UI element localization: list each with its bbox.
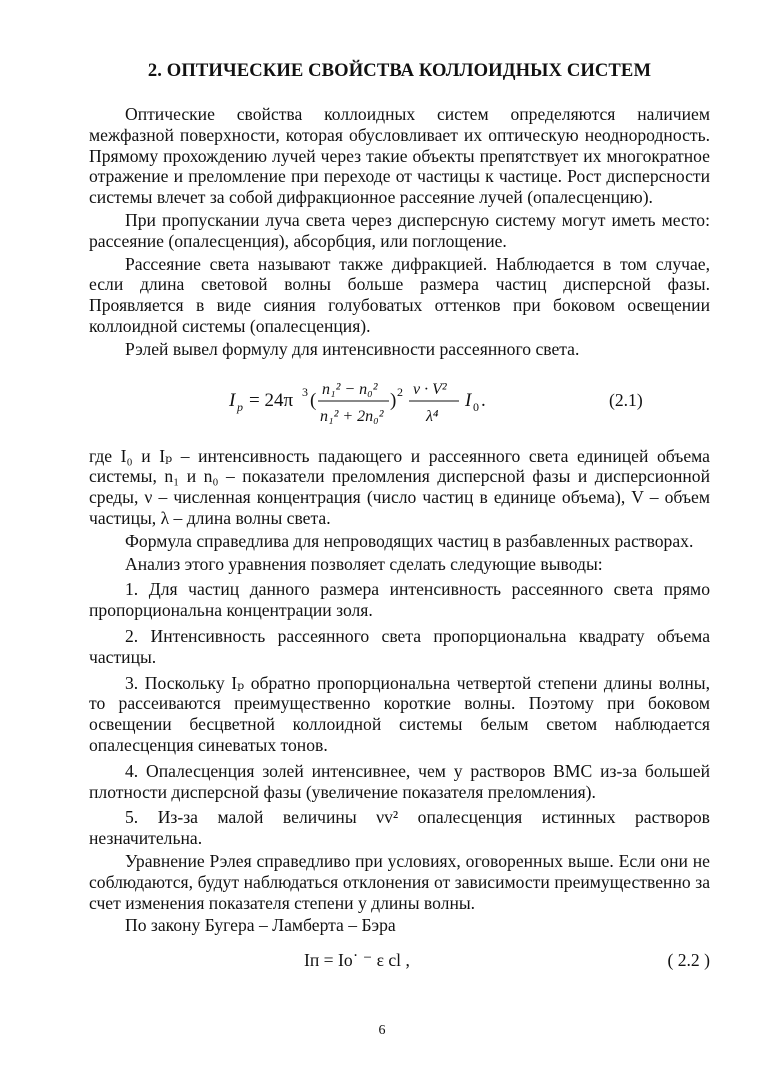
- formula-2-number: ( 2.2 ): [667, 950, 710, 971]
- paragraph-3: Рассеяние света называют также дифракцией. Наблюдается в том случае, если длина световой волны больше размера частиц дисперсной фазы. Проявляется в виде сияния голубоватых оттенков при боковом освещении коллоидной системы (опалесценция).: [89, 253, 710, 336]
- conclusion-4: 4. Опалесценция золей интенсивнее, чем у растворов ВМС из-за большей плотности дисперсной фазы (увеличение показателя преломления).: [89, 760, 710, 802]
- formula-open-paren: (: [310, 389, 317, 411]
- formula-numerator-2: ν · V²: [413, 380, 447, 398]
- formula-2-expression: Iп = Iо͏˙ ͏⁻ ε cl ,: [304, 950, 410, 971]
- page-number: 6: [378, 1023, 386, 1038]
- paragraph-5: где I₀ и Iₚ – интенсивность падающего и рассеянного света единицей объема системы, n₁ и n₀ – показатели преломления дисперсной фазы и дисперсионной среды, ν – численная концентрация (число частиц в единице объема), V – объем частицы, λ – длина волны света.: [89, 445, 710, 528]
- formula-tail: I: [465, 389, 472, 411]
- rayleigh-formula: [89, 370, 710, 432]
- formula-lhs: I: [229, 389, 236, 411]
- formula-lhs-sub: p: [237, 399, 243, 414]
- paragraph-4: Рэлей вывел формулу для интенсивности рассеянного света.: [125, 338, 580, 359]
- formula-coef: = 24π: [249, 389, 294, 411]
- section-title: 2. ОПТИЧЕСКИЕ СВОЙСТВА КОЛЛОИДНЫХ СИСТЕМ: [147, 60, 652, 81]
- conclusion-2: 2. Интенсивность рассеянного света пропорциональна квадрату объема частицы.: [89, 625, 710, 667]
- formula-coef-sup: 3: [302, 384, 308, 399]
- bouguer-lambert-beer-formula: [89, 942, 710, 982]
- conclusion-5: 5. Из-за малой величины νv² опалесценция истинных растворов незначительна.: [89, 807, 710, 849]
- paragraph-7: Анализ этого уравнения позволяет сделать следующие выводы:: [125, 553, 603, 574]
- conclusion-3: 3. Поскольку Iₚ обратно пропорциональна четвертой степени длины волны, то рассеиваются преимущественно короткие волны. Поэтому при боковом освещении бесцветной коллоидной системы белым светом наблюдается опалесценция синеватых тонов.: [89, 672, 710, 755]
- formula-tail-sub: 0: [473, 399, 479, 414]
- paragraph-6: Формула справедлива для непроводящих частиц в разбавленных растворах.: [125, 530, 694, 551]
- formula-denominator: n₁² + 2n₀²: [320, 407, 384, 425]
- formula-denominator-2: λ⁴: [426, 407, 439, 425]
- paragraph-1: Оптические свойства коллоидных систем определяются наличием межфазной поверхности, которая обусловливает их оптическую неоднородность. Прямому прохождению лучей через такие объекты препятствует их многократное отражение и преломление при переходе от частицы к частице. Рост дисперсности системы влечет за собой дифракционное рассеяние лучей (опалесценцию).: [89, 104, 710, 208]
- formula-dot: .: [481, 389, 486, 411]
- formula-numerator: n₁² − n₀²: [322, 380, 378, 398]
- formula-close-paren: ): [390, 389, 397, 411]
- conclusion-1: 1. Для частиц данного размера интенсивность рассеянного света прямо пропорциональна концентрации золя.: [89, 579, 710, 621]
- paragraph-9: По закону Бугера – Ламберта – Бэра: [125, 915, 396, 936]
- formula-number: (2.1): [609, 389, 643, 410]
- paragraph-2: При пропускании луча света через дисперсную систему могут иметь место: рассеяние (опалесценция), абсорбция, или поглощение.: [89, 209, 710, 251]
- paragraph-8: Уравнение Рэлея справедливо при условиях, оговоренных выше. Если они не соблюдаются, будут наблюдаться отклонения от зависимости преимущественно за счет изменения показателя степени у длины волны.: [89, 850, 710, 913]
- document-page: [89, 60, 710, 982]
- formula-square: 2: [397, 384, 403, 399]
